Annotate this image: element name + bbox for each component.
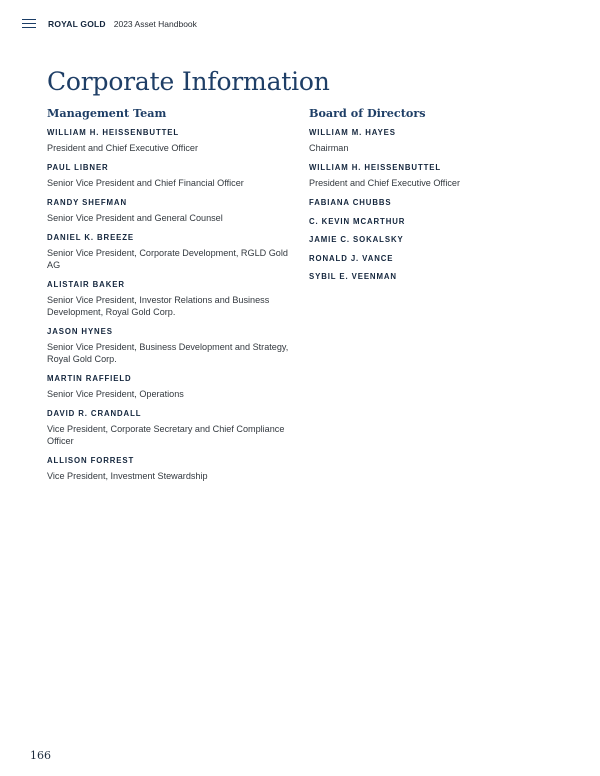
board-of-directors-heading: Board of Directors	[309, 106, 426, 120]
management-member	[47, 409, 297, 447]
board-member	[309, 254, 569, 264]
member-name: WILLIAM M. HAYES	[309, 128, 396, 137]
management-member	[47, 233, 297, 271]
member-name: DANIEL K. BREEZE	[47, 233, 135, 242]
document-title: 2023 Asset Handbook	[113, 19, 197, 29]
member-name: JAMIE C. SOKALSKY	[309, 235, 404, 244]
management-member	[47, 163, 297, 189]
management-member	[47, 128, 297, 154]
member-name: MARTIN RAFFIELD	[47, 374, 132, 383]
member-title: Senior Vice President, Corporate Development, RGLD Gold AG	[47, 248, 288, 270]
member-title: Vice President, Corporate Secretary and Chief Compliance Officer	[47, 424, 285, 446]
member-name: RONALD J. VANCE	[309, 253, 394, 263]
member-name: JASON HYNES	[47, 327, 113, 336]
management-member	[47, 327, 297, 365]
member-title: President and Chief Executive Officer	[47, 143, 198, 153]
member-name: SYBIL E. VEENMAN	[309, 272, 397, 281]
member-title: Vice President, Investment Stewardship	[47, 471, 208, 481]
member-name: DAVID R. CRANDALL	[47, 409, 142, 418]
member-name: FABIANA CHUBBS	[309, 198, 392, 207]
member-name: ALLISON FORREST	[47, 456, 135, 465]
page-title: Corporate Information	[47, 67, 330, 96]
brand-name[interactable]: ROYAL GOLD	[48, 19, 106, 29]
board-member	[309, 217, 569, 227]
board-of-directors-section	[309, 106, 569, 291]
board-member	[309, 163, 569, 189]
member-name: RANDY SHEFMAN	[47, 198, 127, 207]
management-team-heading: Management Team	[47, 106, 167, 120]
hamburger-menu-icon[interactable]	[22, 19, 36, 29]
board-member	[309, 235, 569, 245]
member-title: Senior Vice President, Operations	[47, 389, 184, 399]
board-member	[309, 272, 569, 282]
management-member	[47, 456, 297, 482]
member-name: PAUL LIBNER	[47, 163, 109, 172]
member-title: President and Chief Executive Officer	[309, 178, 460, 188]
member-name: WILLIAM H. HEISSENBUTTEL	[47, 128, 180, 137]
member-title: Senior Vice President, Business Development and Strategy, Royal Gold Corp.	[47, 342, 289, 364]
member-name: WILLIAM H. HEISSENBUTTEL	[309, 163, 442, 172]
top-bar	[22, 17, 197, 31]
management-member	[47, 198, 297, 224]
board-member	[309, 128, 569, 154]
member-title: Senior Vice President and Chief Financial Officer	[47, 178, 244, 188]
member-title: Chairman	[309, 143, 349, 153]
member-name: C. KEVIN MCARTHUR	[309, 216, 406, 226]
member-title: Senior Vice President and General Counsel	[47, 213, 223, 223]
member-name: ALISTAIR BAKER	[47, 280, 125, 289]
member-title: Senior Vice President, Investor Relations and Business Development, Royal Gold Corp.	[47, 295, 270, 317]
management-team-section	[47, 106, 297, 491]
management-member	[47, 280, 297, 318]
management-member	[47, 374, 297, 400]
board-member	[309, 198, 569, 208]
page-number: 166	[30, 749, 51, 762]
